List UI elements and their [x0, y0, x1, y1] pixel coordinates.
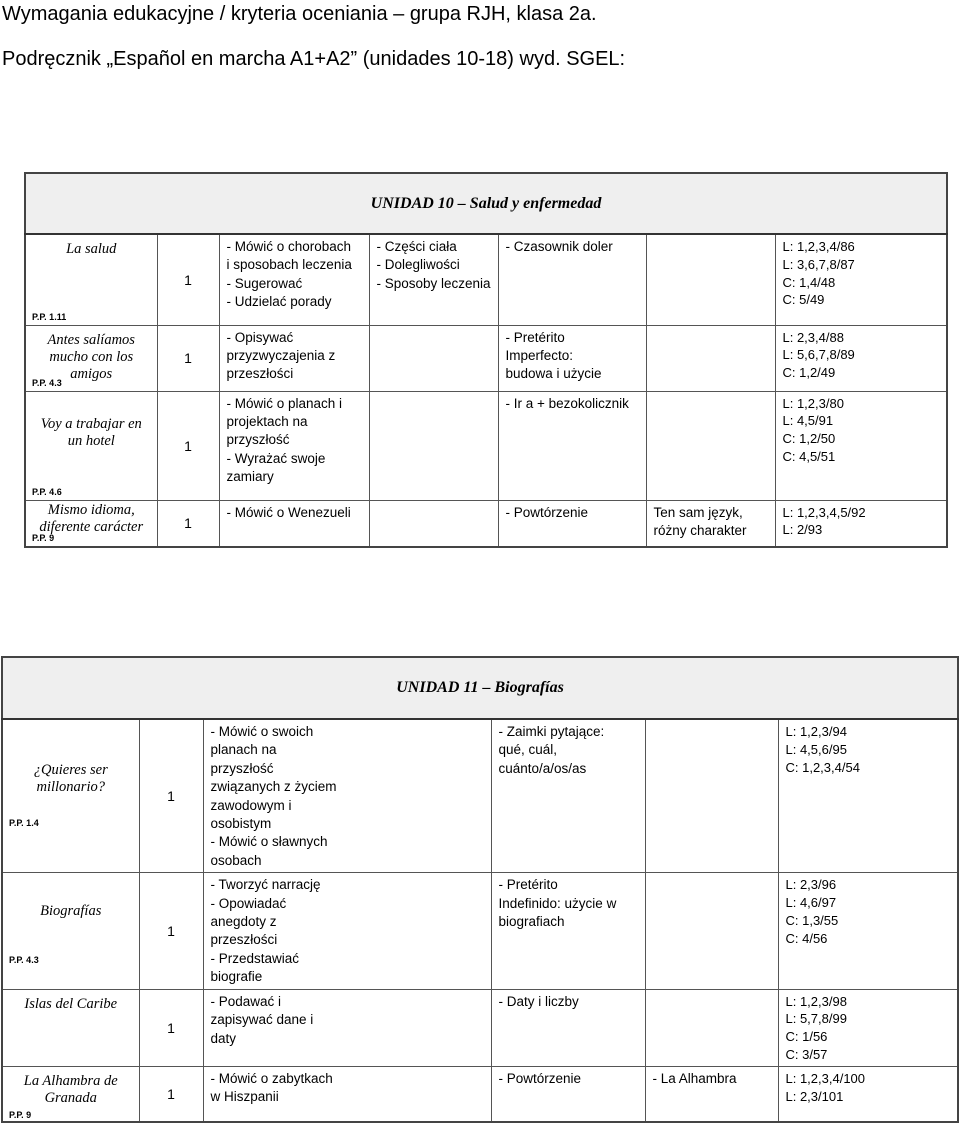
topic-title: Mismo idioma, diferente carácter: [39, 501, 144, 535]
grammar-cell: - Zaimki pytające: qué, cuál, cuánto/a/os/as: [491, 719, 645, 873]
functions-cell: - Podawać i zapisywać dane i daty: [203, 989, 491, 1066]
document-title-line-2: Podręcznik „Español en marcha A1+A2” (unidades 10-18) wyd. SGEL:: [2, 48, 626, 70]
pp-reference: P.P. 4.6: [32, 486, 62, 497]
references-cell: L: 2,3,4/88 L: 5,6,7,8/89 C: 1,2/49: [775, 325, 947, 391]
topic-title: Voy a trabajar en un hotel: [40, 415, 142, 449]
functions-cell: - Mówić o planach i projektach na przyszłość - Wyrażać swoje zamiary: [219, 391, 369, 500]
grammar-cell: - Powtórzenie: [491, 1066, 645, 1122]
vocabulary-cell: [369, 391, 498, 500]
culture-cell: [646, 391, 775, 500]
culture-cell: [645, 873, 778, 989]
topic-cell: [25, 234, 157, 325]
functions-cell: - Mówić o chorobach i sposobach leczenia - Sugerować - Udzielać porady: [219, 234, 369, 325]
culture-cell: [645, 989, 778, 1066]
table-row: [2, 719, 958, 873]
topic-cell: [25, 391, 157, 500]
topic-cell: [2, 989, 139, 1066]
unit-10-heading: UNIDAD 10 – Salud y enfermedad: [25, 173, 947, 234]
culture-cell: Ten sam język, różny charakter: [646, 500, 775, 547]
topic-title: La salud: [66, 241, 117, 257]
functions-cell: - Tworzyć narrację - Opowiadać anegdoty z przeszłości - Przedstawiać biografie: [203, 873, 491, 989]
table-row: [25, 234, 947, 325]
pp-reference: P.P. 9: [9, 1110, 32, 1121]
unit-10-table: [24, 172, 948, 548]
references-cell: L: 1,2,3,4,5/92 L: 2/93: [775, 500, 947, 547]
topic-title: Islas del Caribe: [24, 995, 118, 1012]
vocabulary-cell: [369, 325, 498, 391]
grammar-cell: - Daty i liczby: [491, 989, 645, 1066]
topic-title: Antes salíamos mucho con los amigos: [47, 331, 135, 382]
grammar-cell: - Czasownik doler: [498, 234, 646, 325]
functions-cell: - Mówić o zabytkach w Hiszpanii: [203, 1066, 491, 1122]
topic-title: ¿Quieres ser millonario?: [33, 762, 108, 795]
topic-title: La Alhambra de Granada: [23, 1072, 118, 1106]
functions-cell: - Opisywać przyzwyczajenia z przeszłości: [219, 325, 369, 391]
hours-count: 1: [139, 989, 203, 1066]
table-row: [2, 989, 958, 1066]
unit-11-heading: UNIDAD 11 – Biografías: [2, 657, 958, 719]
pp-reference: P.P. 9: [32, 533, 55, 543]
hours-count: 1: [139, 719, 203, 873]
unit-11-table: [1, 656, 959, 1123]
vocabulary-cell: [369, 500, 498, 547]
references-cell: L: 1,2,3/94 L: 4,5,6/95 C: 1,2,3,4/54: [778, 719, 958, 873]
references-cell: L: 1,2,3/98 L: 5,7,8/99 C: 1/56 C: 3/57: [778, 989, 958, 1066]
hours-count: 1: [157, 500, 219, 547]
table-row: [25, 325, 947, 391]
hours-count: 1: [157, 234, 219, 325]
pp-reference: P.P. 1.4: [9, 818, 39, 829]
grammar-cell: - Ir a + bezokolicznik: [498, 391, 646, 500]
topic-cell: [2, 719, 139, 873]
table-row: [25, 391, 947, 500]
functions-cell: - Mówić o Wenezueli: [219, 500, 369, 547]
pp-reference: P.P. 4.3: [9, 954, 39, 965]
table-row: [2, 873, 958, 989]
vocabulary-cell: - Części ciała - Dolegliwości - Sposoby leczenia: [369, 234, 498, 325]
references-cell: L: 1,2,3,4/100 L: 2,3/101: [778, 1066, 958, 1122]
hours-count: 1: [157, 325, 219, 391]
topic-cell: [2, 1066, 139, 1122]
culture-cell: - La Alhambra: [645, 1066, 778, 1122]
topic-cell: [25, 325, 157, 391]
document-title-line-1: Wymagania edukacyjne / kryteria oceniania – grupa RJH, klasa 2a.: [2, 3, 597, 25]
topic-cell: [2, 873, 139, 989]
table-row: [2, 1066, 958, 1122]
culture-cell: [646, 325, 775, 391]
grammar-cell: - Pretérito Indefinido: użycie w biografiach: [491, 873, 645, 989]
topic-title: Biografías: [40, 903, 102, 920]
pp-reference: P.P. 4.3: [32, 377, 62, 388]
references-cell: L: 1,2,3/80 L: 4,5/91 C: 1,2/50 C: 4,5/51: [775, 391, 947, 500]
hours-count: 1: [139, 873, 203, 989]
grammar-cell: - Pretérito Imperfecto: budowa i użycie: [498, 325, 646, 391]
culture-cell: [646, 234, 775, 325]
pp-reference: P.P. 1.11: [32, 311, 67, 322]
hours-count: 1: [157, 391, 219, 500]
culture-cell: [645, 719, 778, 873]
topic-cell: [25, 500, 157, 547]
references-cell: L: 2,3/96 L: 4,6/97 C: 1,3/55 C: 4/56: [778, 873, 958, 989]
references-cell: L: 1,2,3,4/86 L: 3,6,7,8/87 C: 1,4/48 C: 5/49: [775, 234, 947, 325]
functions-cell: - Mówić o swoich planach na przyszłość związanych z życiem zawodowym i osobistym - Mówić o sławnych osobach: [203, 719, 491, 873]
grammar-cell: - Powtórzenie: [498, 500, 646, 547]
table-row: [25, 500, 947, 547]
hours-count: 1: [139, 1066, 203, 1122]
